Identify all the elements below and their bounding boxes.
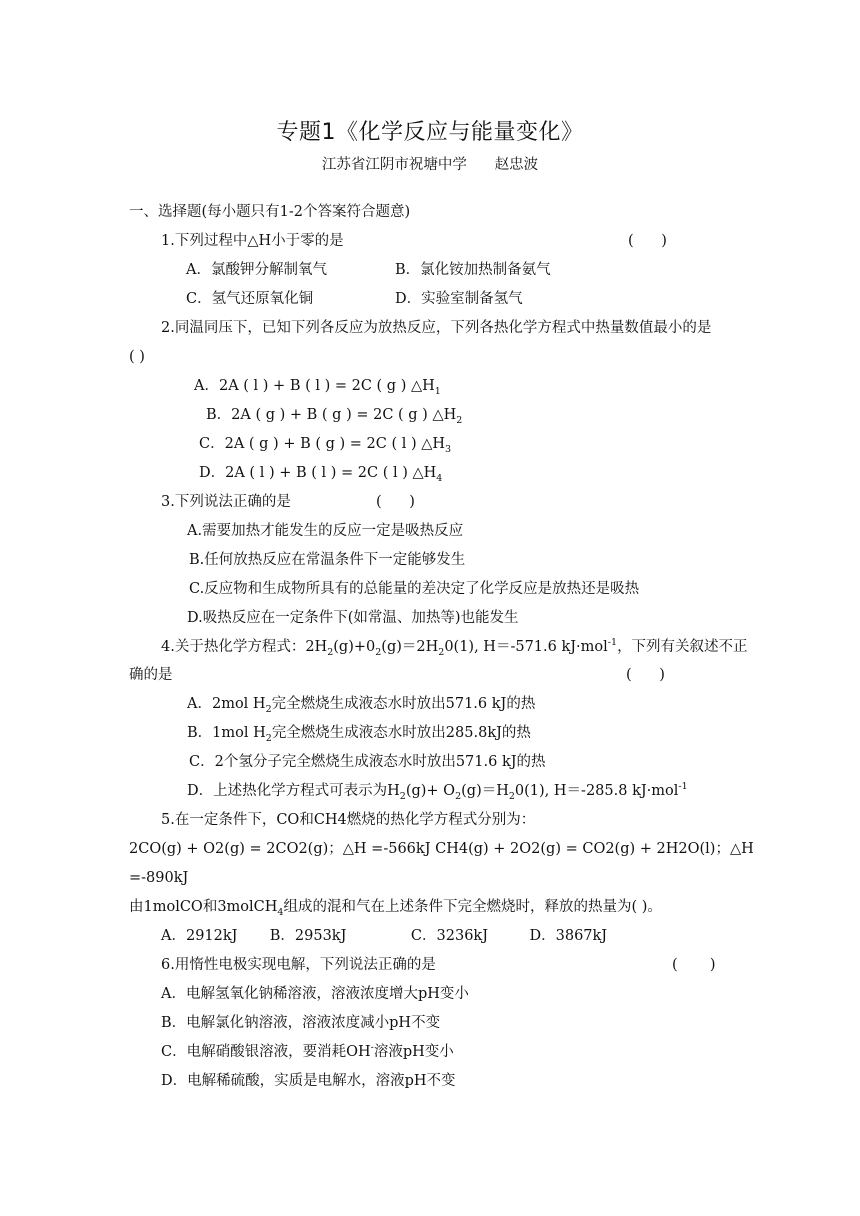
q3-option-b: B.任何放热反应在常温条件下一定能够发生 <box>189 552 466 568</box>
q4-stem: 4.关于热化学方程式：$2H_2(g)+0_2(g)=2H_20(1)$, H＝-571.6 kJ·mol$^{-1}$，下列有关叙述不正 <box>161 637 748 658</box>
q5-equations: 2CO(g) + O2(g) = 2CO2(g)；△H =-566kJ CH4(g) + 2O2(g) = CO2(g) + 2H2O(l)；△H <box>129 841 754 857</box>
q2-option-c: C．2A ( g ) + B ( g ) = 2C ( l ) $\triangle H_3$ <box>199 436 452 455</box>
q3-option-a: A.需要加热才能发生的反应一定是吸热反应 <box>187 523 464 539</box>
q2-stem: 2.同温同压下，已知下列各反应为放热反应，下列各热化学方程式中热量数值最小的是 <box>161 320 712 336</box>
q4-answer-bracket: ( ) <box>626 667 665 683</box>
q2-answer-bracket: ( ) <box>129 349 145 365</box>
q1-option-a: A．氯酸钾分解制氧气 <box>186 262 327 278</box>
q4-option-a: A．2mol $H_2$完全燃烧生成液态水时放出571.6 kJ的热 <box>187 696 536 715</box>
q1-option-d: D．实验室制备氢气 <box>395 291 523 307</box>
q4-option-b: B．1mol $H_2$完全燃烧生成液态水时放出285.8kJ的热 <box>187 725 531 744</box>
q4-option-c: C．2个氢分子完全燃烧生成液态水时放出571.6 kJ的热 <box>189 754 546 770</box>
section-heading: 一、选择题(每小题只有1-2个答案符合题意) <box>129 204 411 220</box>
q6-option-a: A．电解氢氧化钠稀溶液，溶液浓度增大pH变小 <box>161 986 469 1002</box>
q1-stem: 1.下列过程中△H小于零的是 <box>161 233 344 249</box>
q4-stem-continued: 确的是 <box>129 667 173 683</box>
q3-stem: 3.下列说法正确的是 <box>161 494 291 510</box>
q4-option-d: D．上述热化学方程式可表示为$H_2(g)+ O_2(g)=H_20(1)$, H＝-285.8 kJ·mol$^{-1}$ <box>187 781 688 802</box>
q3-answer-bracket: ( ) <box>376 494 415 510</box>
page-title: 专题1《化学反应与能量变化》 <box>276 120 584 145</box>
q1-answer-bracket: ( ) <box>628 233 667 249</box>
q2-option-a: A．2A ( l ) + B ( l ) = 2C ( g ) $\triangle H_1$ <box>194 378 441 397</box>
author-line: 江苏省江阴市祝塘中学 赵忠波 <box>321 157 539 173</box>
q5-equations-continued: =-890kJ <box>129 870 189 886</box>
q1-option-c: C．氢气还原氧化铜 <box>186 291 314 307</box>
q6-stem: 6.用惰性电极实现电解，下列说法正确的是 <box>161 957 436 973</box>
q5-options: A．2912kJ B．2953kJ C．3236kJ D．3867kJ <box>161 928 608 944</box>
q5-stem: 5.在一定条件下，CO和CH4燃烧的热化学方程式分别为： <box>161 812 536 828</box>
q3-option-d: D.吸热反应在一定条件下(如常温、加热等)也能发生 <box>187 610 519 626</box>
q2-option-d: D．2A ( l ) + B ( l ) = 2C ( l ) $\triangle H_4$ <box>199 465 443 484</box>
q6-option-d: D．电解稀硫酸，实质是电解水，溶液pH不变 <box>161 1073 456 1089</box>
q2-option-b: B．2A ( g ) + B ( g ) = 2C ( g ) $\triangle H_2$ <box>206 407 463 426</box>
q3-option-c: C.反应物和生成物所具有的总能量的差决定了化学反应是放热还是吸热 <box>189 581 640 597</box>
q1-option-b: B．氯化铵加热制备氨气 <box>395 262 551 278</box>
q6-answer-bracket: ( ) <box>672 957 716 973</box>
q5-question: 由1molCO和3molCH$_4$组成的混和气在上述条件下完全燃烧时，释放的热量为( )。 <box>129 899 662 918</box>
q6-option-c: C．电解硝酸银溶液，要消耗OH-溶液pH变小 <box>161 1042 454 1060</box>
q6-option-b: B．电解氯化钠溶液，溶液浓度减小pH不变 <box>161 1015 441 1031</box>
